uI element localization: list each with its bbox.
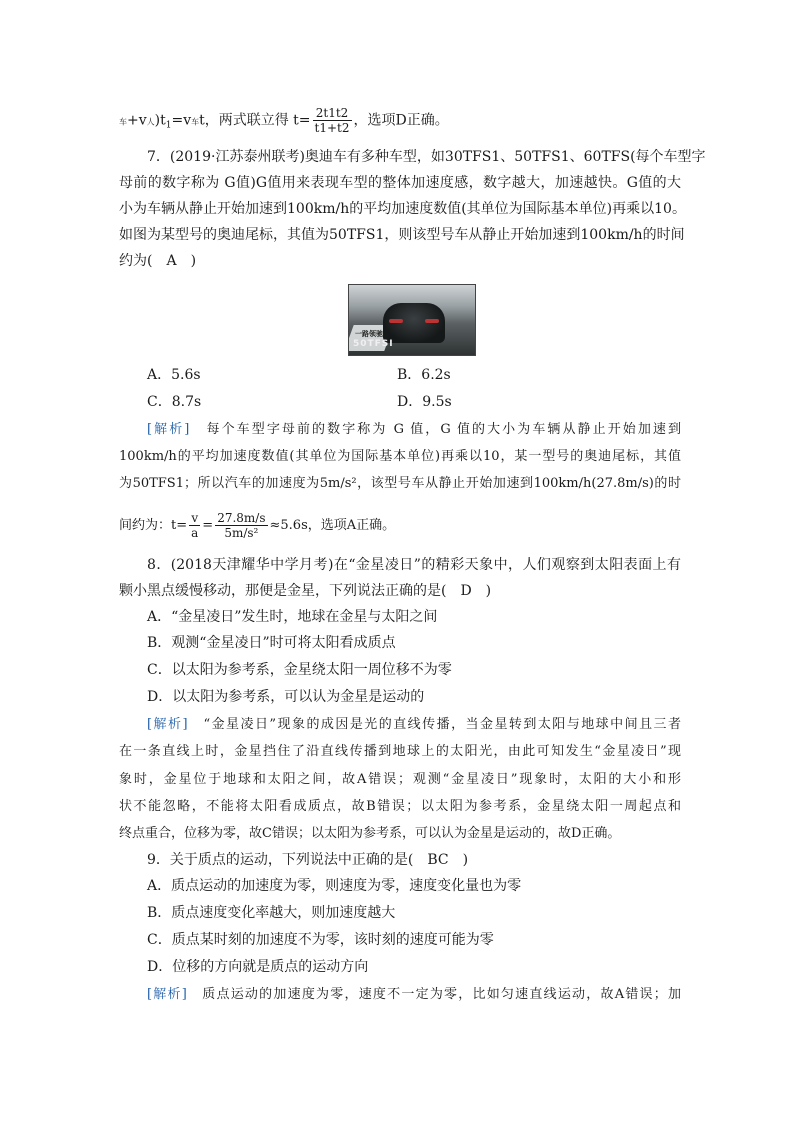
q8-option-a: A．“金星凌日”发生时，地球在金星与太阳之间 — [147, 609, 438, 625]
top-equation-line — [119, 106, 449, 135]
q7-line-1: 7．(2019·江苏泰州联考)奥迪车有多种车型，如30TFS1、50TFS1、60TFS(每个车型字 — [147, 149, 706, 165]
analysis-tag: [解析] — [147, 717, 188, 732]
analysis-tag: [解析] — [147, 422, 190, 437]
q7-option-a: A．5.6s — [147, 367, 201, 383]
text-mid: )t — [154, 112, 166, 129]
image-caption-text: 一路领驰 — [355, 330, 383, 338]
text-after: t，两式联立得 t= — [199, 112, 311, 129]
q9-option-d: D．位移的方向就是质点的运动方向 — [147, 959, 369, 975]
subscript-che: 车 — [119, 117, 127, 127]
fraction-v-a: $\frac{v}{a}$ — [191, 511, 199, 540]
subscript-ren: 人 — [146, 117, 155, 127]
fraction-t — [313, 106, 352, 135]
q8-analysis-line-1: [解析] “金星凌日”现象的成因是光的直线传播，当金星转到太阳与地球中间且三者 — [147, 717, 681, 732]
q9-option-c: C．质点某时刻的加速度不为零，该时刻的速度可能为零 — [147, 932, 494, 948]
car-rear-shape — [383, 303, 445, 343]
q7-line-4: 如图为某型号的奥迪尾标，其值为50TFS1，则该型号车从静止开始加速到100km/h的时间 — [119, 227, 685, 243]
q8-option-c: C．以太阳为参考系，金星绕太阳一周位移不为零 — [147, 662, 452, 678]
q8-option-b: B．观测“金星凌日”时可将太阳看成质点 — [147, 635, 396, 651]
q8-analysis-line-2: 在一条直线上时，金星挡住了沿直线传播到地球上的太阳光，由此可知发生“金星凌日”现 — [119, 744, 681, 759]
text-eq-v: =v — [171, 112, 192, 129]
q8-line-2: 颗小黑点缓慢移动，那便是金星，下列说法正确的是( D ) — [119, 583, 492, 599]
q9-stem: 9．关于质点的运动，下列说法中正确的是( BC ) — [147, 852, 469, 868]
q8-analysis-line-3: 象时，金星位于地球和太阳之间，故A错误；观测“金星凌日”现象时，太阳的大小和形 — [119, 772, 681, 787]
q7-analysis-line-3: 为50TFS1；所以汽车的加速度为5m/s²，该型号车从静止开始加速到100km/h(27.8m/s)的时 — [119, 476, 681, 491]
fraction-numerator: 2t1t2 — [313, 106, 352, 121]
tail-light-left — [389, 319, 403, 323]
q7-analysis-line-1: [解析] 每个车型字母前的数字称为 G 值，G 值的大小为车辆从静止开始加速到 — [147, 422, 681, 437]
image-badge-text: 50TFSI — [353, 339, 394, 349]
tail-light-right — [425, 319, 439, 323]
q7-option-b: B．6.2s — [397, 367, 451, 383]
q9-analysis-line-1: [解析] 质点运动的加速度为零，速度不一定为零，比如匀速直线运动，故A错误；加 — [147, 987, 681, 1002]
q7-line-3: 小为车辆从静止开始加速到100km/h的平均加速度数值(其单位为国际基本单位)再乘以10。 — [119, 201, 686, 217]
q8-option-d: D．以太阳为参考系，可以认为金星是运动的 — [147, 689, 425, 705]
q9-option-b: B．质点速度变化率越大，则加速度越大 — [147, 905, 396, 921]
text-suffix: ，选项D正确。 — [353, 112, 449, 129]
subscript-1: 1 — [165, 120, 172, 131]
q7-analysis-line-2: 100km/h的平均加速度数值(其单位为国际基本单位)再乘以10，某一型号的奥迪尾标，其值 — [119, 449, 681, 464]
q8-analysis-line-5: 终点重合，位移为零，故C错误；以太阳为参考系，可以认为金星是运动的，故D正确。 — [119, 826, 621, 841]
q8-line-1: 8．(2018天津耀华中学月考)在“金星凌日”的精彩天象中，人们观察到太阳表面上有 — [147, 557, 681, 573]
text-plus-v: +v — [127, 112, 147, 129]
q7-option-d: D．9.5s — [397, 394, 452, 410]
q7-line-5: 约为( A ) — [119, 253, 197, 269]
q7-line-2: 母前的数字称为 G值)G值用来表现车型的整体加速度感，数字越大，加速越快。G值的大 — [119, 175, 681, 191]
q9-option-a: A．质点运动的加速度为零，则速度为零，速度变化量也为零 — [147, 878, 522, 894]
q7-analysis-line-4: 间约为：t= $\frac{v}{a}$ = $\frac{27.8m/s}{\text{5m/s²}}$ ≈5.6s，选项A正确。 — [119, 511, 396, 540]
audi-tail-badge-image — [348, 284, 476, 356]
fraction-denominator: t1+t2 — [314, 121, 350, 135]
analysis-tag: [解析] — [147, 987, 187, 1002]
fraction-values: $\frac{27.8m/s}{\text{5m/s²}}$ — [217, 511, 266, 540]
subscript-che-2: 车 — [191, 117, 200, 127]
q8-analysis-line-4: 状不能忽略，不能将太阳看成质点，故B错误；以太阳为参考系，金星绕太阳一周起点和 — [119, 799, 681, 814]
q7-option-c: C．8.7s — [147, 394, 202, 410]
